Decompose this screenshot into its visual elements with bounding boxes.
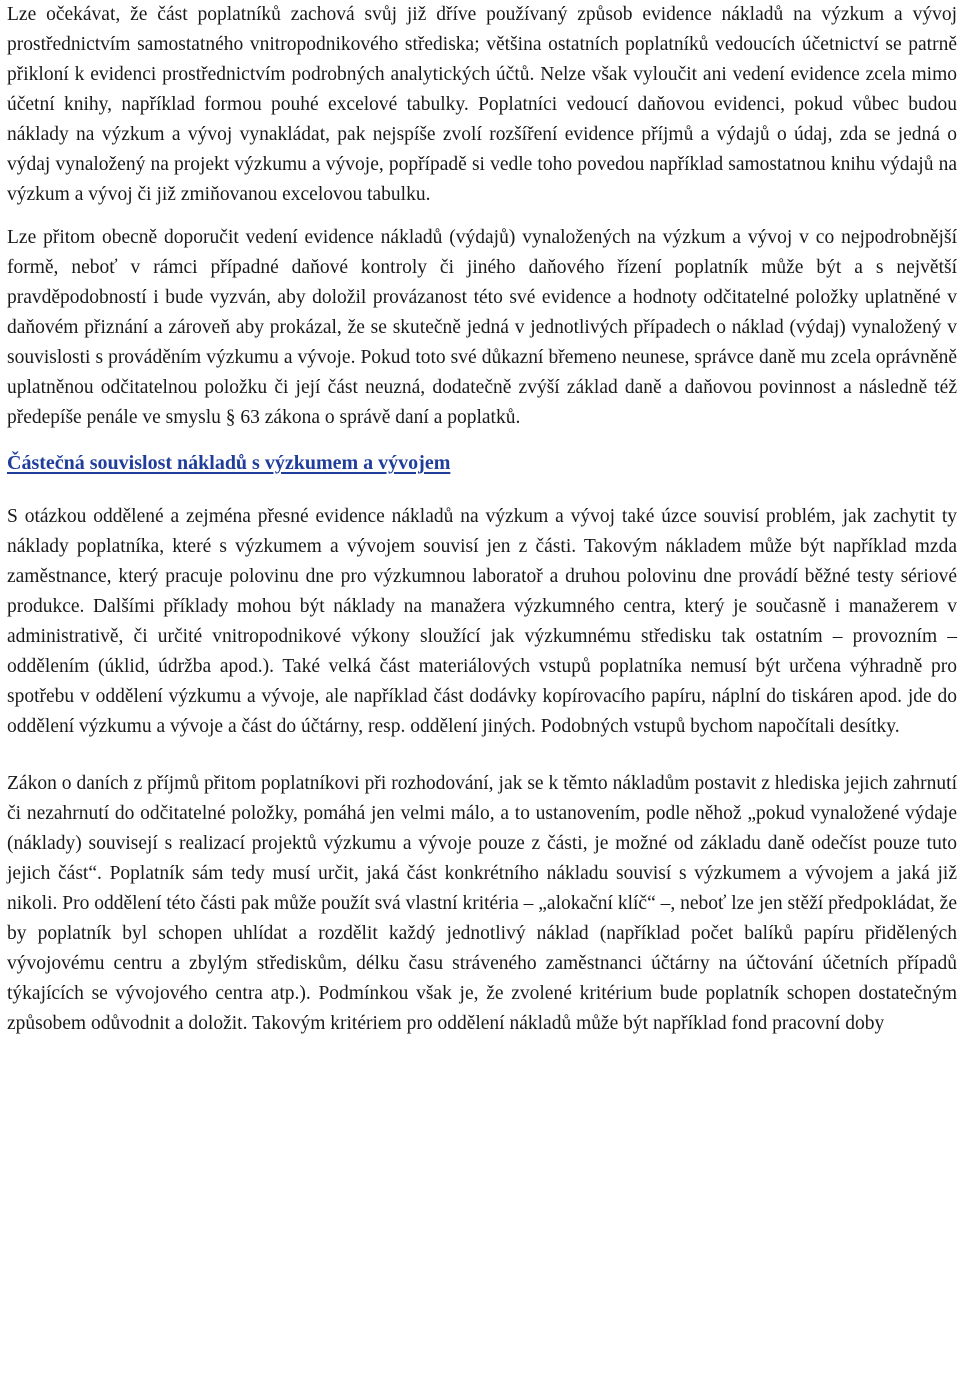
section-heading: Částečná souvislost nákladů s výzkumem a vývojem xyxy=(7,452,451,474)
paragraph: Lze očekávat, že část poplatníků zachová svůj již dříve používaný způsob evidence nákladů na výzkum a vývoj prostřednictvím samostatného vnitropodnikového střediska; většina ostatních poplatníků vedoucích účetnictví se patrně přikloní k evidenci prostřednictvím podrobných analytických účtů. Nelze však vyloučit ani vedení evidence zcela mimo účetní knihy, například formou pouhé excelové tabulky. Poplatníci vedoucí daňovou evidenci, pokud vůbec budou náklady na výzkum a vývoj vynakládat, pak nejspíše zvolí rozšíření evidence příjmů a výdajů o údaj, zda se jedná o výdaj vynaložený na projekt výzkumu a vývoje, popřípadě si vedle toho povedou například samostatnou knihu výdajů na výzkum a vývoj či již zmiňovanou excelovou tabulku. xyxy=(7,4,957,205)
document-page xyxy=(7,0,957,1039)
paragraph: Lze přitom obecně doporučit vedení evidence nákladů (výdajů) vynaložených na výzkum a vývoj v co nejpodrobnější formě, neboť v rámci případné daňové kontroly či jiného daňového řízení poplatník může být a s největší pravděpodobností i bude vyzván, aby doložil provázanost této své evidence a hodnoty odčitatelné položky uplatněné v daňovém přiznání a zároveň aby prokázal, že se skutečně jedná v jednotlivých případech o náklad (výdaj) vynaložený v souvislosti s prováděním výzkumu a vývoje. Pokud toto své důkazní břemeno neunese, správce daně mu zcela oprávněně uplatněnou odčitatelnou položku či její část neuzná, dodatečně zvýší základ daně a daňovou povinnost a následně též předepíše penále ve smyslu § 63 zákona o správě daní a poplatků. xyxy=(7,227,957,428)
paragraph: S otázkou oddělené a zejména přesné evidence nákladů na výzkum a vývoj také úzce souvisí problém, jak zachytit ty náklady poplatníka, které s výzkumem a vývojem souvisí jen z části. Takovým nákladem může být například mzda zaměstnance, který pracuje polovinu dne pro výzkumnou laboratoř a druhou polovinu dne provádí běžné testy sériové produkce. Dalšími příklady mohou být náklady na manažera výzkumného centra, který je současně i manažerem v administrativě, či určité vnitropodnikové výkony sloužící jak výzkumnému středisku tak ostatním – provozním – oddělením (úklid, údržba apod.). Také velká část materiálových vstupů poplatníka nemusí být určena výhradně pro spotřebu v oddělení výzkumu a vývoje, ale například část dodávky kopírovacího papíru, náplní do tiskáren apod. jde do oddělení výzkumu a vývoje a část do účtárny, resp. oddělení jiných. Podobných vstupů bychom napočítali desítky. xyxy=(7,506,957,737)
paragraph: Zákon o daních z příjmů přitom poplatníkovi při rozhodování, jak se k těmto nákladům postavit z hlediska jejich zahrnutí či nezahrnutí do odčitatelné položky, pomáhá jen velmi málo, a to ustanovením, podle něhož „pokud vynaložené výdaje (náklady) souvisejí s realizací projektů výzkumu a vývoje pouze z části, je možné od základu daně odečíst pouze tuto jejich část“. Poplatník sám tedy musí určit, jaká část konkrétního nákladu souvisí s výzkumem a vývojem a jaká již nikoli. Pro oddělení této části pak může použít svá vlastní kritéria – „alokační klíč“ –, neboť lze jen stěží předpokládat, že by poplatník byl schopen uhlídat a rozdělit každý jednotlivý náklad (například počet balíků papíru přidělených vývojovému centru a zbylým střediskům, délku času stráveného zaměstnanci účtárny na účtování účetních případů týkajících se vývojového centra atp.). Podmínkou však je, že zvolené kritérium bude poplatník schopen dostatečným způsobem odůvodnit a doložit. Takovým kritériem pro oddělení nákladů může být například fond pracovní doby xyxy=(7,773,957,1034)
